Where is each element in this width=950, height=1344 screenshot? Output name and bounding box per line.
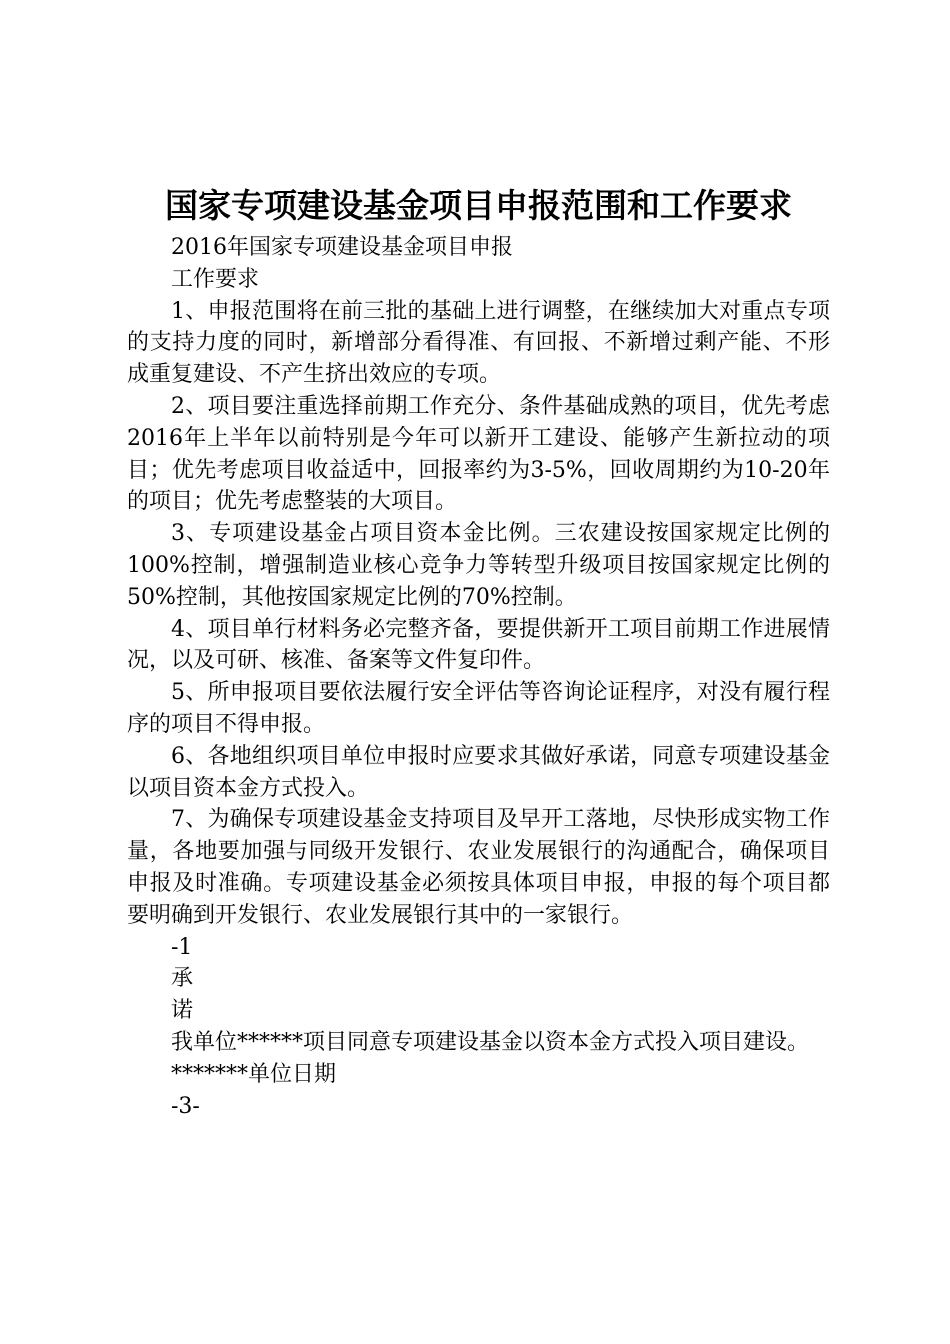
document-page: [127, 180, 830, 1122]
requirement-6: 6、各地组织项目单位申报时应要求其做好承诺，同意专项建设基金以项目资本金方式投入。: [127, 743, 830, 801]
requirement-7: 7、为确保专项建设基金支持项目及早开工落地，尽快形成实物工作量，各地要加强与同级开发银行、农业发展银行的沟通配合，确保项目申报及时准确。专项建设基金必须按具体项目申报，申报的每个项目都要明确到开发银行、农业发展银行其中的一家银行。: [127, 807, 830, 928]
page-number-1: -1: [171, 934, 193, 960]
document-title: 国家专项建设基金项目申报范围和工作要求: [165, 186, 792, 225]
signature-line: *******单位日期: [171, 1061, 337, 1087]
requirement-5: 5、所申报项目要依法履行安全评估等咨询论证程序，对没有履行程序的项目不得申报。: [127, 680, 830, 737]
requirement-3: 3、专项建设基金占项目资本金比例。三农建设按国家规定比例的100%控制，增强制造业核心竞争力等转型升级项目按国家规定比例的50%控制，其他按国家规定比例的70%控制。: [127, 521, 830, 610]
requirement-4: 4、项目单行材料务必完整齐备，要提供新开工项目前期工作进展情况，以及可研、核准、备案等文件复印件。: [127, 616, 830, 674]
requirement-1: 1、申报范围将在前三批的基础上进行调整，在继续加大对重点专项的支持力度的同时，新增部分看得准、有回报、不新增过剩产能、不形成重复建设、不产生挤出效应的专项。: [127, 298, 830, 388]
commitment-heading-char-2: 诺: [171, 998, 194, 1024]
commitment-heading-char-1: 承: [171, 966, 194, 992]
commitment-body: 我单位******项目同意专项建设基金以资本金方式投入项目建设。: [171, 1029, 810, 1055]
requirement-2: 2、项目要注重选择前期工作充分、条件基础成熟的项目，优先考虑2016年上半年以前特别是今年可以新开工建设、能够产生新拉动的项目；优先考虑项目收益适中，回报率约为3-5%，回收周期约为10-20年的项目；优先考虑整装的大项目。: [127, 393, 830, 515]
subtitle-line-2: 工作要求: [171, 266, 260, 292]
page-number-3: -3-: [171, 1093, 200, 1119]
subtitle-line-1: 2016年国家专项建设基金项目申报: [171, 235, 513, 260]
